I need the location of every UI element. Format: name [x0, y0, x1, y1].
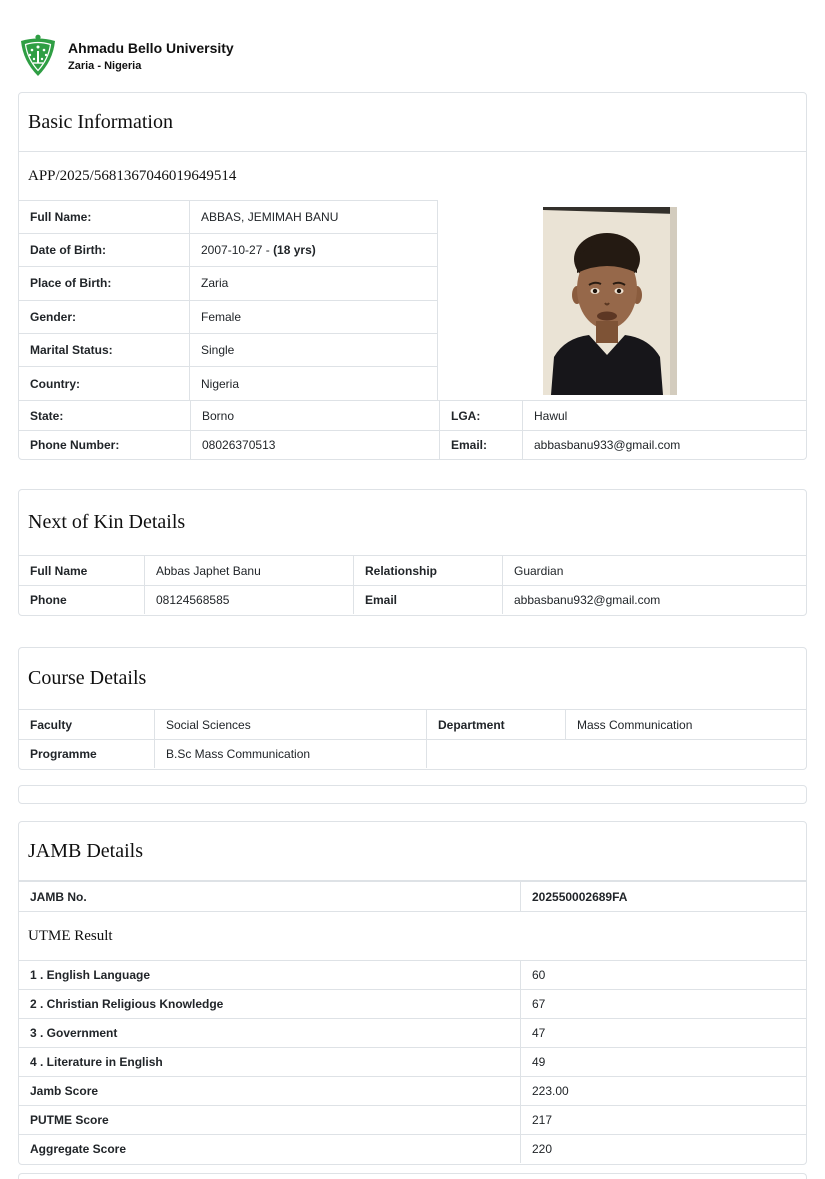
- jamb-no-label: JAMB No.: [19, 882, 521, 911]
- field-label: Country:: [19, 367, 190, 400]
- score-label: PUTME Score: [19, 1106, 521, 1134]
- nok-name-relationship-row: [19, 556, 806, 585]
- nok-phone-label: Phone: [19, 586, 145, 614]
- nok-phone-email-row: [19, 585, 806, 614]
- subject-score: 60: [532, 968, 546, 982]
- programme-empty-cell: [427, 740, 806, 768]
- basic-information-title: Basic Information: [19, 93, 806, 152]
- faculty-label: Faculty: [19, 710, 155, 739]
- nok-email-label: Email: [354, 586, 503, 614]
- state-lga-row: [19, 400, 806, 430]
- nok-relationship-label: Relationship: [354, 556, 503, 585]
- next-of-kin-title: Next of Kin Details: [19, 490, 806, 556]
- basic-info-table: [19, 200, 438, 400]
- jamb-no-value: 202550002689FA: [532, 889, 628, 904]
- subject-label: 1 . English Language: [19, 961, 521, 989]
- jamb-details-title: JAMB Details: [19, 822, 806, 881]
- email-label: Email:: [440, 431, 523, 459]
- field-label: Date of Birth:: [19, 234, 190, 266]
- table-row-full-name: [19, 201, 437, 234]
- table-row-country: [19, 367, 437, 400]
- faculty-value: Social Sciences: [155, 710, 427, 739]
- lga-label: LGA:: [440, 401, 523, 430]
- score-label: Jamb Score: [19, 1077, 521, 1105]
- nok-relationship-value: Guardian: [514, 563, 564, 578]
- course-details-title: Course Details: [19, 648, 806, 710]
- empty-section-card: [18, 785, 807, 804]
- jamb-details-card: [18, 821, 807, 1165]
- department-value: Mass Communication: [577, 717, 693, 732]
- faculty-department-row: [19, 710, 806, 739]
- field-value: Nigeria: [201, 376, 240, 391]
- field-label: Marital Status:: [19, 334, 190, 366]
- nok-email-value: abbasbanu932@gmail.com: [514, 593, 661, 607]
- table-row-marital-status: [19, 334, 437, 367]
- utme-result-heading: UTME Result: [19, 911, 806, 960]
- field-label: Place of Birth:: [19, 267, 190, 299]
- phone-label: Phone Number:: [19, 431, 191, 459]
- university-title-block: [68, 40, 234, 72]
- score-value: 217: [532, 1113, 553, 1127]
- utme-subject-row: [19, 1018, 806, 1047]
- field-value: Zaria: [201, 276, 229, 291]
- university-name: Ahmadu Bello University: [68, 40, 234, 57]
- department-label: Department: [427, 710, 566, 739]
- field-label: Gender:: [19, 301, 190, 333]
- lga-value: Hawul: [534, 408, 568, 423]
- programme-value: B.Sc Mass Communication: [155, 740, 427, 768]
- field-label: Full Name:: [19, 201, 190, 233]
- applicant-photo: [543, 207, 677, 395]
- state-value: Borno: [191, 401, 440, 430]
- email-value: abbasbanu933@gmail.com: [534, 438, 681, 453]
- programme-label: Programme: [19, 740, 155, 768]
- course-details-card: [18, 647, 807, 770]
- nok-fullname-value: Abbas Japhet Banu: [145, 556, 354, 585]
- next-of-kin-card: [18, 489, 807, 616]
- utme-subject-row: [19, 1047, 806, 1076]
- field-value: Female: [201, 309, 242, 324]
- abu-logo-icon: [18, 34, 58, 78]
- score-label: Aggregate Score: [19, 1135, 521, 1163]
- field-value: 2007-10-27 - (18 yrs): [201, 243, 316, 258]
- subject-score: 67: [532, 997, 546, 1011]
- score-value: 220: [532, 1142, 553, 1156]
- next-section-card-partial: [18, 1173, 807, 1179]
- table-row-date-of-birth: [19, 234, 437, 267]
- state-label: State:: [19, 401, 191, 430]
- university-header: [0, 0, 825, 78]
- subject-label: 4 . Literature in English: [19, 1048, 521, 1076]
- programme-row: [19, 739, 806, 768]
- subject-label: 3 . Government: [19, 1019, 521, 1047]
- nok-fullname-label: Full Name: [19, 556, 145, 585]
- putme-score-row: [19, 1105, 806, 1134]
- field-value: ABBAS, JEMIMAH BANU: [201, 210, 339, 225]
- field-value: Single: [201, 342, 235, 357]
- subject-label: 2 . Christian Religious Knowledge: [19, 990, 521, 1018]
- application-number: APP/2025/5681367046019649514: [28, 167, 237, 184]
- subject-score: 49: [532, 1055, 546, 1069]
- jamb-no-row: [19, 881, 806, 911]
- nok-phone-value: 08124568585: [145, 586, 354, 614]
- utme-subject-row: [19, 989, 806, 1018]
- score-value: 223.00: [532, 1084, 569, 1098]
- utme-subject-row: [19, 960, 806, 989]
- phone-value: 08026370513: [191, 431, 440, 459]
- table-row-gender: [19, 301, 437, 334]
- subject-score: 47: [532, 1026, 546, 1040]
- phone-email-row: [19, 430, 806, 459]
- university-location: Zaria - Nigeria: [68, 59, 142, 72]
- jamb-score-row: [19, 1076, 806, 1105]
- table-row-place-of-birth: [19, 267, 437, 300]
- aggregate-score-row: [19, 1134, 806, 1163]
- basic-information-card: [18, 92, 807, 460]
